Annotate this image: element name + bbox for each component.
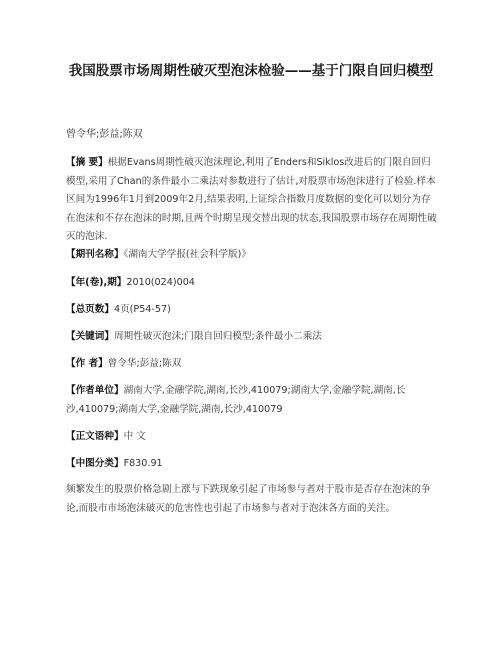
field-value: 2010(024)004	[126, 277, 195, 288]
field-label: 【作 者】	[66, 358, 108, 369]
authors-line: 曾令华;彭益;陈双	[66, 129, 143, 140]
field-journal	[66, 246, 438, 265]
field-affiliation	[66, 382, 438, 419]
field-value: F830.91	[123, 458, 163, 469]
field-value: 4页(P54-57)	[113, 304, 171, 315]
field-label: 【关键词】	[66, 331, 114, 342]
abstract-text: 根据Evans周期性破灭泡沫理论,利用了Enders和Siklos改进后的门限自回归模型,采用了Chan的条件最小二乘法对参数进行了估计,对股票市场泡沫进行了检验.样本区间为1996年1月到2009年2月,结果表明,上证综合指数月度数据的变化可以划分为存在泡沫和不存在泡沫的时期,且两个时期呈现交替出现的状态,我国股票市场存在周期性破灭的泡沫.	[66, 157, 437, 242]
field-volume-issue	[66, 274, 438, 293]
field-value: 曾令华;彭益;陈双	[107, 358, 182, 369]
field-language	[66, 428, 438, 447]
field-value: 湖南大学,金融学院,湖南,长沙,410079;湖南大学,金融学院,湖南,长沙,410079;湖南大学,金融学院,湖南,长沙,410079	[66, 385, 406, 415]
field-value: 周期性破灭泡沫;门限自回归模型;条件最小二乘法	[113, 331, 322, 342]
body-paragraph: 频繁发生的股票价格急剧上涨与下跌现象引起了市场参与者对于股市是否存在泡沫的争论,而股市市场泡沫破灭的危害性也引起了市场参与者对于泡沫各方面的关注。	[66, 484, 431, 514]
page-title: 我国股票市场周期性破灭型泡沫检验——基于门限自回归模型	[68, 63, 434, 79]
field-authors	[66, 355, 438, 374]
abstract-label: 【摘 要】	[66, 157, 108, 168]
field-value: 中 文	[123, 431, 146, 442]
field-pages	[66, 301, 438, 320]
field-label: 【期刊名称】	[66, 249, 124, 260]
field-label: 【正文语种】	[66, 431, 124, 442]
field-label: 【作者单位】	[66, 385, 124, 396]
field-keywords	[66, 328, 438, 347]
abstract	[66, 154, 438, 247]
field-label: 【年(卷),期】	[66, 277, 127, 288]
field-label: 【总页数】	[66, 304, 114, 315]
field-value: 《湖南大学学报(社会科学版)》	[123, 249, 251, 260]
field-classification	[66, 455, 438, 474]
field-label: 【中图分类】	[66, 458, 124, 469]
